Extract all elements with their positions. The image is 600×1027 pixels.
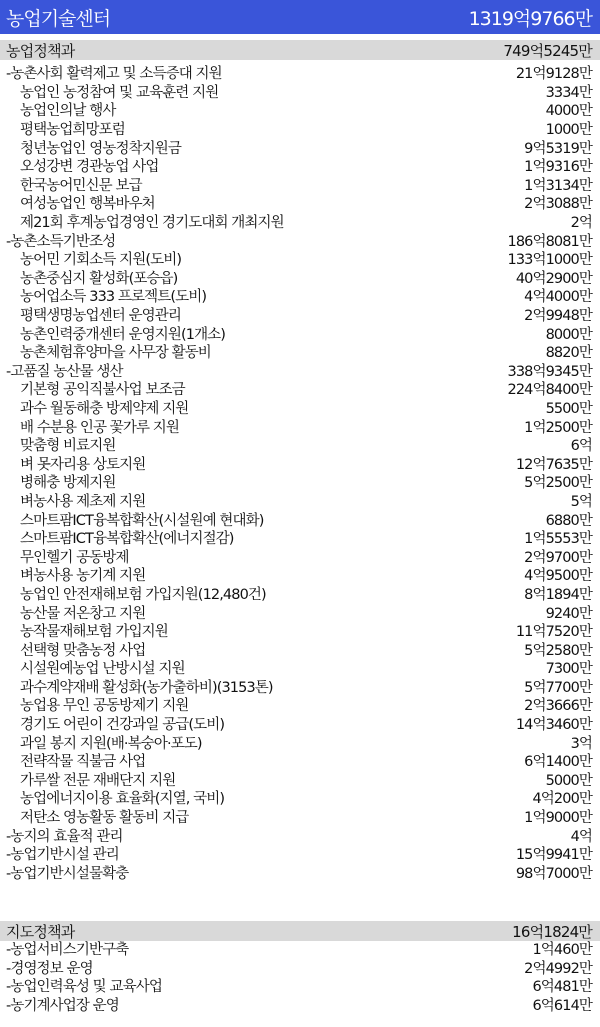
budget-item-amount: 4억: [570, 828, 592, 845]
budget-item-label: 농업인 안전재해보험 가입지원(12,480건): [20, 586, 266, 603]
budget-item-label: 시설원예농업 난방시설 지원: [20, 661, 185, 678]
budget-item-label: 선택형 맞춤농정 사업: [20, 642, 146, 659]
budget-item-label: 병해충 방제지원: [20, 475, 116, 492]
budget-item-amount: 6억1400만: [524, 754, 592, 771]
budget-item-label: 농산물 저온창고 지원: [20, 605, 146, 622]
budget-item-amount: 3억: [570, 735, 592, 752]
budget-item-amount: 1000만: [545, 122, 592, 139]
budget-item-amount: 6880만: [545, 512, 592, 529]
budget-item-label: 오성강변 경관농업 사업: [20, 159, 159, 176]
budget-item-row: [0, 288, 600, 307]
budget-item-row: [0, 455, 600, 474]
budget-item-label: 벼농사용 제초제 지원: [20, 493, 146, 510]
budget-item-amount: 133억1000만: [507, 252, 592, 269]
budget-list-guidance-policy: [0, 941, 600, 1015]
budget-item-label: -농기계사업장 운영: [6, 998, 119, 1015]
budget-item-amount: 4억4000만: [524, 289, 592, 306]
budget-item-row: [0, 84, 600, 103]
budget-item-row: [0, 790, 600, 809]
budget-item-row: [0, 307, 600, 326]
budget-item-amount: 5억2500만: [524, 475, 592, 492]
budget-item-row: [0, 214, 600, 233]
budget-item-row: [0, 195, 600, 214]
budget-item-label: 여성농업인 행복바우처: [20, 196, 155, 213]
budget-item-row: [0, 753, 600, 772]
section-title: 지도정책과: [6, 922, 75, 941]
budget-item-amount: 2억4992만: [524, 960, 592, 977]
budget-item-label: 농업에너지이용 효율화(지열, 국비): [20, 791, 225, 808]
budget-item-amount: 5000만: [545, 772, 592, 789]
budget-item-label: -농업서비스기반구축: [6, 942, 129, 959]
budget-item-label: -경영정보 운영: [6, 960, 93, 977]
budget-item-amount: 6억: [570, 438, 592, 455]
budget-item-amount: 2억: [570, 215, 592, 232]
budget-item-amount: 98억7000만: [515, 865, 592, 882]
budget-item-amount: 8억1894만: [524, 586, 592, 603]
budget-item-label: 농업인 농정참여 및 교육훈련 지원: [20, 84, 219, 101]
budget-item-amount: 8820만: [545, 345, 592, 362]
budget-item-row: [0, 400, 600, 419]
budget-item-row: [0, 381, 600, 400]
budget-item-amount: 5억7700만: [524, 679, 592, 696]
budget-item-row: [0, 716, 600, 735]
budget-item-amount: 2억9700만: [524, 549, 592, 566]
budget-item-row: [0, 102, 600, 121]
budget-item-row: [0, 344, 600, 363]
budget-item-amount: 15억9941만: [515, 847, 592, 864]
budget-category-row: [0, 65, 600, 84]
budget-item-amount: 2억9948만: [524, 308, 592, 325]
budget-category-row: [0, 978, 600, 997]
budget-item-row: [0, 809, 600, 828]
budget-item-label: 벼 못자리용 상토지원: [20, 456, 146, 473]
budget-item-amount: 14억3460만: [515, 717, 592, 734]
budget-item-amount: 224억8400만: [507, 382, 592, 399]
section-title: 농업정책과: [6, 41, 75, 60]
budget-item-amount: 40억2900만: [515, 270, 592, 287]
budget-item-amount: 2억3088만: [524, 196, 592, 213]
budget-item-row: [0, 325, 600, 344]
budget-item-label: 전략작물 직불금 사업: [20, 754, 146, 771]
budget-item-amount: 3334만: [545, 84, 592, 101]
budget-item-label: 가루쌀 전문 재배단지 지원: [20, 772, 176, 789]
budget-item-row: [0, 177, 600, 196]
budget-item-label: 스마트팜ICT융복합확산(에너지절감): [20, 531, 234, 548]
budget-item-label: -농업인력육성 및 교육사업: [6, 979, 162, 996]
budget-category-row: [0, 941, 600, 960]
budget-item-label: 벼농사용 농기계 지원: [20, 568, 146, 585]
budget-item-label: 농어업소득 333 프로젝트(도비): [20, 289, 207, 306]
budget-item-label: 제21회 후계농업경영인 경기도대회 개최지원: [20, 215, 284, 232]
budget-list-agri-policy: [0, 65, 600, 883]
header-bar: [0, 0, 600, 34]
section-amount: 749억5245만: [503, 41, 592, 60]
budget-item-amount: 2억3666만: [524, 698, 592, 715]
budget-item-label: -고품질 농산물 생산: [6, 363, 123, 380]
budget-item-label: 한국농어민신문 보급: [20, 177, 142, 194]
budget-item-label: 청년농업인 영농정착지원금: [20, 140, 181, 157]
header-title: 농업기술센터: [6, 7, 111, 30]
budget-item-row: [0, 697, 600, 716]
budget-item-row: [0, 623, 600, 642]
budget-item-row: [0, 437, 600, 456]
budget-item-amount: 1억3134만: [524, 177, 592, 194]
budget-item-label: 농촌인력중개센터 운영지원(1개소): [20, 326, 226, 343]
budget-item-label: -농촌소득기반조성: [6, 233, 116, 250]
budget-item-amount: 8000만: [545, 326, 592, 343]
budget-item-row: [0, 679, 600, 698]
budget-item-row: [0, 772, 600, 791]
budget-item-row: [0, 586, 600, 605]
budget-item-label: 과일 봉지 지원(배·복숭아·포도): [20, 735, 202, 752]
budget-item-amount: 7300만: [545, 661, 592, 678]
budget-item-label: 맞춤형 비료지원: [20, 438, 116, 455]
budget-item-amount: 4000만: [545, 103, 592, 120]
budget-item-row: [0, 548, 600, 567]
budget-item-row: [0, 474, 600, 493]
budget-item-amount: 12억7635만: [515, 456, 592, 473]
budget-item-label: 저탄소 영농활동 활동비 지급: [20, 810, 189, 827]
budget-item-amount: 4억9500만: [524, 568, 592, 585]
budget-item-amount: 186억8081만: [507, 233, 592, 250]
budget-item-label: 평택생명농업센터 운영관리: [20, 308, 181, 325]
budget-item-label: 농어민 기회소득 지원(도비): [20, 252, 182, 269]
budget-item-row: [0, 139, 600, 158]
budget-item-label: 스마트팜ICT융복합확산(시설원예 현대화): [20, 512, 264, 529]
budget-category-row: [0, 827, 600, 846]
budget-item-label: 농촌중심지 활성화(포승읍): [20, 270, 178, 287]
budget-item-row: [0, 121, 600, 140]
budget-item-label: 배 수분용 인공 꽃가루 지원: [20, 419, 180, 436]
budget-item-row: [0, 511, 600, 530]
budget-item-label: 농작물재해보험 가입지원: [20, 624, 168, 641]
budget-item-label: 과수계약재배 활성화(농가출하비)(3153톤): [20, 679, 273, 696]
budget-item-label: 무인헬기 공동방제: [20, 549, 129, 566]
budget-item-row: [0, 270, 600, 289]
budget-item-label: 경기도 어린이 건강과일 공급(도비): [20, 717, 225, 734]
budget-item-row: [0, 604, 600, 623]
budget-item-row: [0, 530, 600, 549]
budget-item-amount: 6억481만: [532, 979, 592, 996]
budget-item-label: 농업인의날 행사: [20, 103, 116, 120]
budget-item-amount: 1억460만: [532, 942, 592, 959]
budget-item-amount: 338억9345만: [507, 363, 592, 380]
budget-item-amount: 9억5319만: [524, 140, 592, 157]
budget-item-amount: 5억2580만: [524, 642, 592, 659]
section-header-agri-policy: [0, 40, 600, 60]
budget-item-label: -농업기반시설물확충: [6, 865, 129, 882]
section-amount: 16억1824만: [512, 922, 592, 941]
budget-item-amount: 1억9316만: [524, 159, 592, 176]
budget-category-row: [0, 232, 600, 251]
budget-item-label: -농지의 효율적 관리: [6, 828, 123, 845]
budget-category-row: [0, 997, 600, 1016]
budget-item-label: 과수 월동해충 방제약제 지원: [20, 400, 189, 417]
budget-item-row: [0, 251, 600, 270]
budget-item-row: [0, 641, 600, 660]
budget-item-amount: 6억614만: [532, 998, 592, 1015]
budget-item-row: [0, 158, 600, 177]
budget-item-row: [0, 567, 600, 586]
budget-item-row: [0, 418, 600, 437]
budget-category-row: [0, 865, 600, 884]
budget-item-amount: 5억: [570, 493, 592, 510]
header-total: 1319억9766만: [468, 7, 592, 30]
budget-item-amount: 4억200만: [532, 791, 592, 808]
budget-category-row: [0, 846, 600, 865]
section-header-guidance-policy: [0, 921, 600, 941]
budget-item-row: [0, 660, 600, 679]
budget-item-label: -농업기반시설 관리: [6, 847, 119, 864]
budget-item-row: [0, 734, 600, 753]
budget-item-label: 농촌체험휴양마을 사무장 활동비: [20, 345, 211, 362]
budget-item-amount: 1억5553만: [524, 531, 592, 548]
budget-item-amount: 1억9000만: [524, 810, 592, 827]
budget-item-amount: 21억9128만: [515, 66, 592, 83]
budget-item-label: 농업용 무인 공동방제기 지원: [20, 698, 189, 715]
budget-item-label: 기본형 공익직불사업 보조금: [20, 382, 185, 399]
budget-item-amount: 11억7520만: [515, 624, 592, 641]
budget-item-amount: 9240만: [545, 605, 592, 622]
budget-item-label: -농촌사회 활력제고 및 소득증대 지원: [6, 66, 222, 83]
budget-item-row: [0, 493, 600, 512]
budget-item-label: 평택농업희망포럼: [20, 122, 125, 139]
budget-category-row: [0, 363, 600, 382]
budget-category-row: [0, 960, 600, 979]
budget-item-amount: 5500만: [545, 400, 592, 417]
budget-item-amount: 1억2500만: [524, 419, 592, 436]
